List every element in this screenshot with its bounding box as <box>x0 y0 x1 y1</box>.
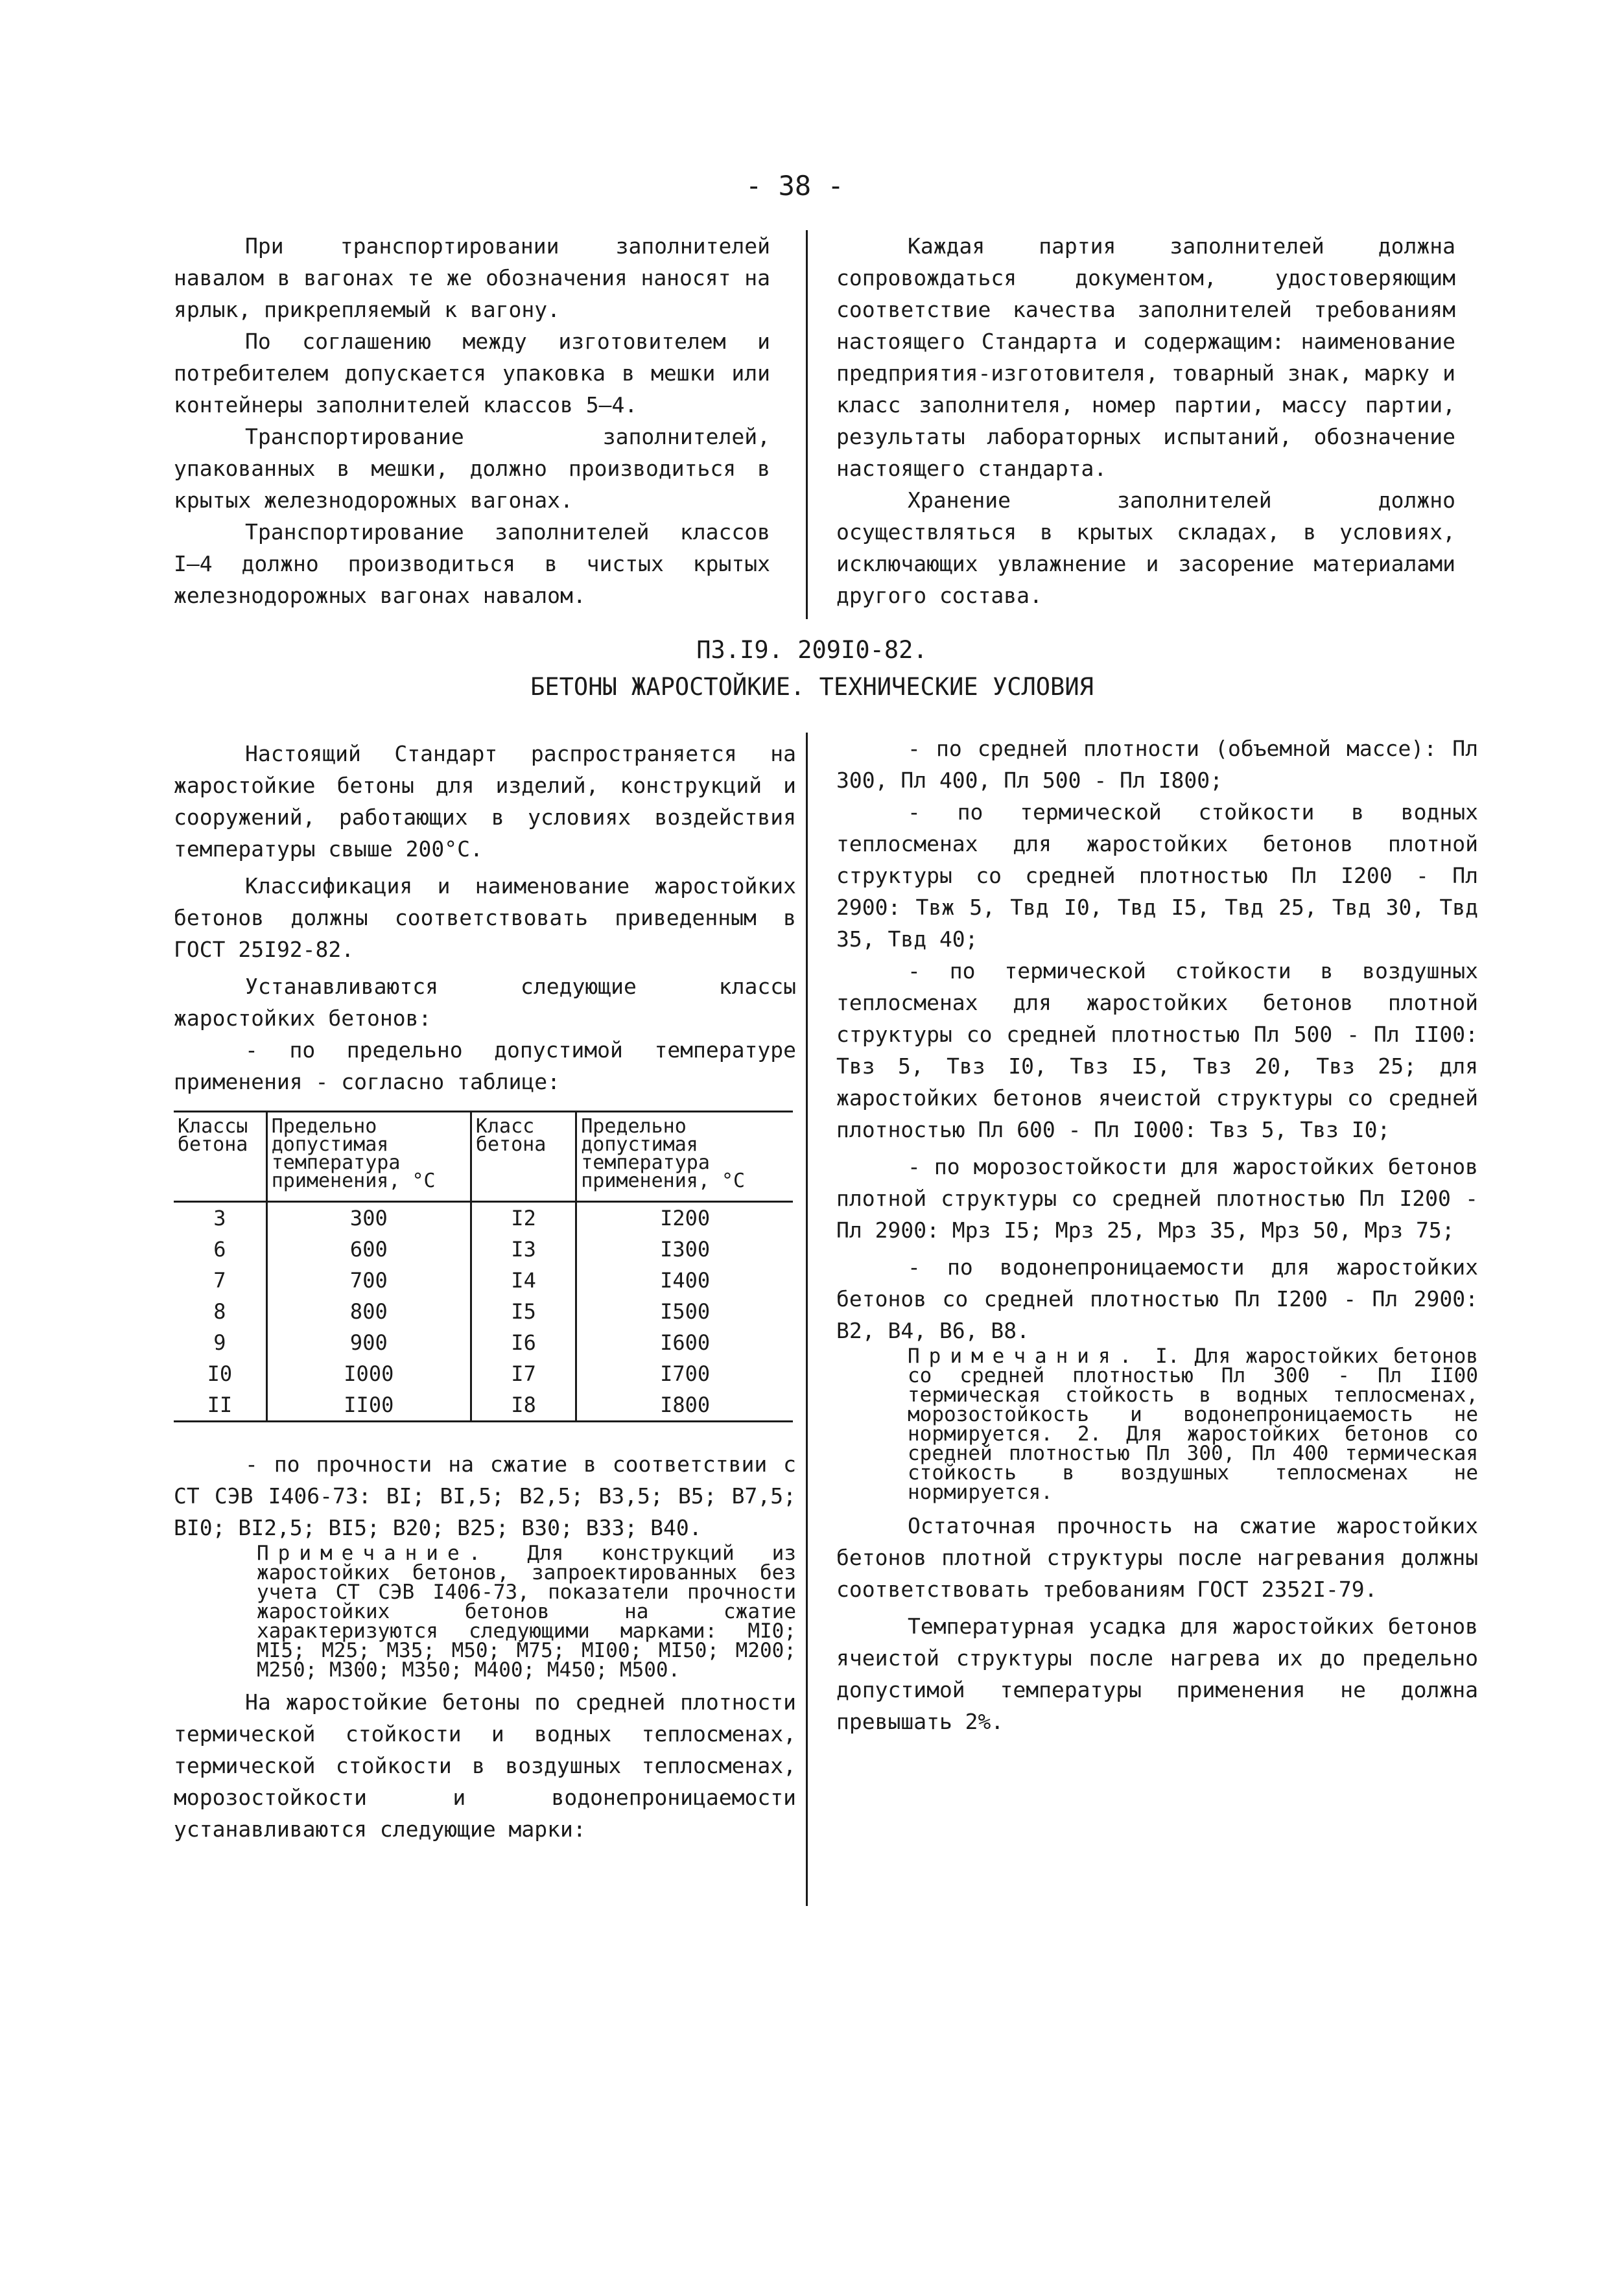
table-row <box>174 1234 793 1265</box>
paragraph: Транспортирование заполнителей классов I–4 должно производиться в чистых крытых железнодорожных вагонах навалом. <box>174 519 770 608</box>
bottom-left-column <box>174 733 796 1845</box>
table-cell: 7 <box>213 1268 226 1293</box>
paragraph: По соглашению между изготовителем и потребителем допускается упаковка в мешки или контейнеры заполнителей классов 5–4. <box>174 329 770 418</box>
table-header-cell: Предельно допустимая температура применения, °С <box>576 1112 793 1202</box>
table-cell: I8 <box>471 1389 576 1422</box>
paragraph: На жаростойкие бетоны по средней плотности термической стойкости и водных теплосменах, термической стойкости в воздушных теплосменах, морозостойкости и водонепроницаемости устанавливаются следующие марки: <box>174 1689 796 1842</box>
table-cell: II00 <box>266 1389 471 1422</box>
paragraph: Устанавливаются следующие классы жаростойких бетонов: <box>174 974 796 1031</box>
bottom-right-column <box>836 733 1478 1737</box>
column-divider <box>806 230 808 619</box>
table-cell: I7 <box>471 1358 576 1389</box>
table-cell: I4 <box>471 1265 576 1296</box>
table-cell: 8 <box>213 1299 226 1324</box>
table-cell: I2 <box>471 1202 576 1234</box>
table-cell: I500 <box>576 1296 793 1327</box>
table-cell: 6 <box>213 1237 226 1262</box>
table-row <box>174 1202 793 1234</box>
table-row <box>174 1327 793 1358</box>
table-cell: I700 <box>576 1358 793 1389</box>
note-label: Примечание. <box>257 1542 490 1565</box>
paragraph: - по предельно допустимой температуре применения - согласно таблице: <box>174 1037 796 1094</box>
table-cell: 300 <box>266 1202 471 1234</box>
paragraph: - по средней плотности (объемной массе): Пл 300, Пл 400, Пл 500 - Пл I800; <box>836 736 1478 793</box>
table-cell: 9 <box>213 1330 226 1355</box>
table-header-cell: Классы бетона <box>174 1112 266 1202</box>
table-cell: 600 <box>266 1234 471 1265</box>
table-header-row <box>174 1112 793 1202</box>
paragraph: Хранение заполнителей должно осуществляться в крытых складах, в условиях, исключающих увлажнение и засорение материалами другого состава. <box>836 488 1455 608</box>
top-left-column <box>174 230 770 611</box>
top-right-column <box>836 230 1455 611</box>
table-cell: 3 <box>213 1206 226 1230</box>
table-cell: I3 <box>471 1234 576 1265</box>
paragraph: - по термической стойкости в воздушных теплосменах для жаростойких бетонов плотной структуры со средней плотностью Пл 500 - Пл II00: Твз 5, Твз I0, Твз I5, Твз 20, Твз 25; для жаростойких бетонов ячеистой структуры со средней плотностью Пл 600 - Пл I000: Твз 5, Твз I0; <box>836 958 1478 1142</box>
table-cell: I6 <box>471 1327 576 1358</box>
table-header-cell: Класс бетона <box>471 1112 576 1202</box>
paragraph: Температурная усадка для жаростойких бетонов ячеистой структуры после нагрева их до предельно допустимой температуры применения не должна превышать 2%. <box>836 1614 1478 1734</box>
table-cell: I0 <box>207 1361 233 1386</box>
paragraph: Остаточная прочность на сжатие жаростойких бетонов плотной структуры после нагревания должны соответствовать требованиям ГОСТ 2352I-79. <box>836 1513 1478 1602</box>
column-divider <box>806 733 808 1906</box>
paragraph: Каждая партия заполнителей должна сопровождаться документом, удостоверяющим соответствие качества заполнителей требованиям настоящего Стандарта и содержащим: наименование предприятия-изготовителя, товарный знак, марку и класс заполнителя, номер партии, массу партии, результаты лабораторных испытаний, обозначение настоящего стандарта. <box>836 233 1455 481</box>
paragraph: - по водонепроницаемости для жаростойких бетонов со средней плотностью Пл I200 - Пл 2900: B2, B4, B6, B8. <box>836 1254 1478 1343</box>
table-row <box>174 1296 793 1327</box>
table-cell: I800 <box>576 1389 793 1422</box>
note-label: Примечания. <box>908 1345 1141 1368</box>
table-row <box>174 1265 793 1296</box>
paragraph: При транспортировании заполнителей навалом в вагонах те же обозначения наносят на ярлык, прикрепляемый к вагону. <box>174 233 770 322</box>
table-cell: I000 <box>266 1358 471 1389</box>
note <box>836 1347 1478 1502</box>
table-cell: I5 <box>471 1296 576 1327</box>
table-cell: 700 <box>266 1265 471 1296</box>
table-cell: I600 <box>576 1327 793 1358</box>
standard-number: ПЗ.I9. 209I0-82. <box>696 636 928 664</box>
paragraph: - по прочности на сжатие в соответствии с СТ СЭВ I406-73: BI; BI,5; B2,5; B3,5; B5; B7,5; BI0; BI2,5; BI5; B20; B25; B30; B33; B40. <box>174 1452 796 1540</box>
page-number: - 38 - <box>746 170 844 202</box>
table-cell: 800 <box>266 1296 471 1327</box>
table-header-cell: Предельно допустимая температура применения, °С <box>266 1112 471 1202</box>
table-cell: 900 <box>266 1327 471 1358</box>
table-row <box>174 1358 793 1389</box>
standard-title: БЕТОНЫ ЖАРОСТОЙКИЕ. ТЕХНИЧЕСКИЕ УСЛОВИЯ <box>530 673 1094 701</box>
table-cell: I400 <box>576 1265 793 1296</box>
table-cell: I200 <box>576 1202 793 1234</box>
table-row <box>174 1389 793 1422</box>
paragraph: Настоящий Стандарт распространяется на жаростойкие бетоны для изделий, конструкций и сооружений, работающих в условиях воздействия температуры свыше 200°С. <box>174 741 796 862</box>
table-cell: I300 <box>576 1234 793 1265</box>
paragraph: Транспортирование заполнителей, упакованных в мешки, должно производиться в крытых железнодорожных вагонах. <box>174 424 770 513</box>
temperature-table <box>174 1111 793 1422</box>
paragraph: - по термической стойкости в водных теплосменах для жаростойких бетонов плотной структуры со средней плотностью Пл I200 - Пл 2900: Твж 5, Твд I0, Твд I5, Твд 25, Твд 30, Твд 35, Твд 40; <box>836 799 1478 952</box>
note-text: Для конструкций из жаростойких бетонов, запроектированных без учета СТ СЭВ I406-73, показатели прочности жаростойких бетонов на сжатие характеризуются следующими марками: MI0; MI5; M25; M35; M50; M75; MI00; MI50; M200; M250; M300; M350; M400; M450; M500. <box>257 1542 796 1682</box>
note <box>174 1544 796 1680</box>
paragraph: Классификация и наименование жаростойких бетонов должны соответствовать приведенным в ГОСТ 25I92-82. <box>174 873 796 962</box>
paragraph: - по морозостойкости для жаростойких бетонов плотной структуры со средней плотностью Пл I200 - Пл 2900: Мрз I5; Мрз 25, Мрз 35, Мрз 50, Мрз 75; <box>836 1154 1478 1243</box>
table-cell: II <box>174 1389 266 1422</box>
note-text: I. Для жаростойких бетонов со средней плотностью Пл 300 - Пл II00 термическая стойкость в водных теплосменах, морозостойкость и водонепроницаемость не нормируется. 2. Для жаростойких бетонов со средней плотностью Пл 300, Пл 400 термическая стойкость в воздушных теплосменах не нормируется. <box>908 1345 1478 1504</box>
